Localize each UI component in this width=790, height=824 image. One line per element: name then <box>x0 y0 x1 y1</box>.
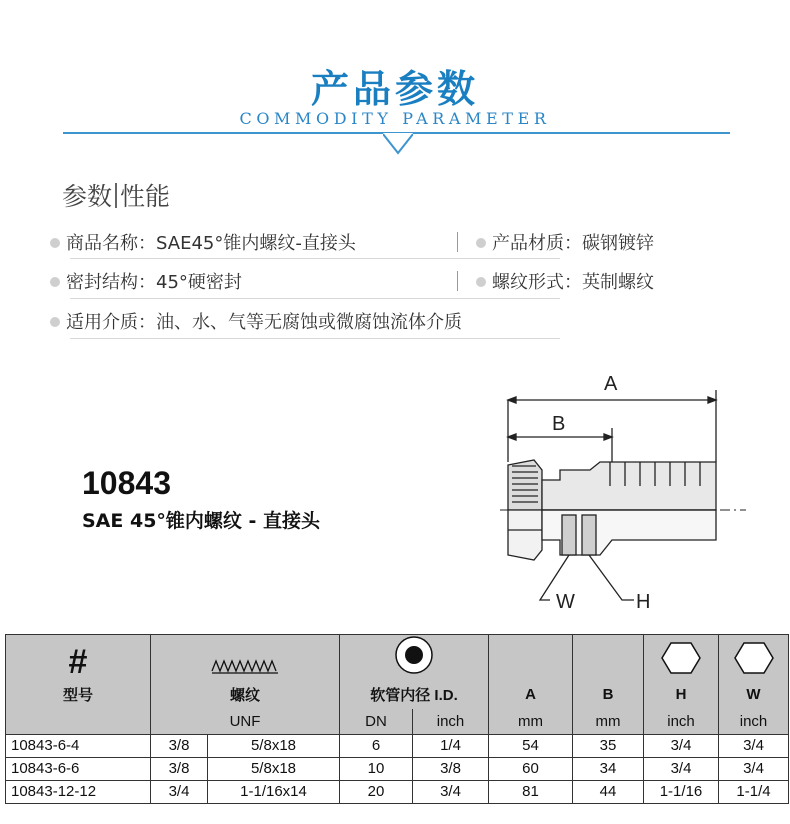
spec-product-name <box>50 229 356 255</box>
header-model: 型号 <box>6 679 151 709</box>
spec-material <box>476 229 654 255</box>
fitting-drawing <box>500 370 760 620</box>
cell-a: 54 <box>489 734 573 757</box>
cell-inch: 1/4 <box>413 734 489 757</box>
header-hose-icon-cell <box>340 635 489 680</box>
spec-table <box>5 634 789 804</box>
header-b-blank <box>573 635 644 680</box>
cell-b: 44 <box>573 780 644 803</box>
header-w: W <box>719 679 789 709</box>
page-subtitle: COMMODITY PARAMETER <box>239 109 551 128</box>
chevron-down-icon <box>383 133 413 155</box>
header-w-icon-cell <box>719 635 789 680</box>
table-row <box>6 780 789 803</box>
cell-b: 34 <box>573 757 644 780</box>
header-h-icon-cell <box>644 635 719 680</box>
cell-h: 3/4 <box>644 734 719 757</box>
spec-text: 适用介质：油、水、气等无腐蚀或微腐蚀流体介质 <box>66 312 462 333</box>
thread-icon <box>210 657 280 675</box>
cell-inch: 3/8 <box>413 757 489 780</box>
header-b: B <box>573 679 644 709</box>
spec-thread-form <box>476 268 654 294</box>
header-a-blank <box>489 635 573 680</box>
header-h-unit: inch <box>644 709 719 734</box>
cell-a: 60 <box>489 757 573 780</box>
cell-thread-unf: 5/8x18 <box>208 734 340 757</box>
header-h: H <box>644 679 719 709</box>
header-model-unit <box>6 709 151 734</box>
table-row <box>6 734 789 757</box>
header-hash: # <box>6 635 151 680</box>
title-divider <box>115 183 117 208</box>
row-divider <box>70 338 560 339</box>
header-thread-unit: UNF <box>151 709 340 734</box>
hexagon-icon <box>734 641 774 675</box>
section-title-right: 性能 <box>120 182 171 211</box>
cell-dn: 20 <box>340 780 413 803</box>
cell-thread-unf: 5/8x18 <box>208 757 340 780</box>
header-dn: DN <box>340 709 413 734</box>
hose-bore-icon <box>394 635 434 675</box>
header-hose-id: 软管内径 I.D. <box>340 679 489 709</box>
cell-b: 35 <box>573 734 644 757</box>
section-title-left: 参数 <box>62 182 113 211</box>
spec-text: 商品名称：SAE45°锥内螺纹-直接头 <box>66 233 356 254</box>
header-a: A <box>489 679 573 709</box>
header-thread: 螺纹 <box>151 679 340 709</box>
cell-thread-size: 3/8 <box>151 734 208 757</box>
page-title: 产品参数 <box>310 67 479 111</box>
bullet-icon <box>50 317 60 327</box>
spec-text: 密封结构：45°硬密封 <box>66 272 242 293</box>
cell-dn: 6 <box>340 734 413 757</box>
section-title <box>62 177 170 213</box>
cell-a: 81 <box>489 780 573 803</box>
cell-thread-size: 3/8 <box>151 757 208 780</box>
table-header-labels <box>6 679 789 709</box>
cell-dn: 10 <box>340 757 413 780</box>
spec-seal <box>50 268 242 294</box>
column-divider <box>457 271 458 291</box>
spec-medium <box>50 308 462 334</box>
spec-text: 螺纹形式：英制螺纹 <box>492 272 654 293</box>
product-code: 10843 <box>82 465 171 501</box>
cell-w: 3/4 <box>719 757 789 780</box>
row-divider <box>70 258 560 259</box>
dim-label-w: W <box>556 591 575 613</box>
product-name: SAE 45°锥内螺纹 - 直接头 <box>82 510 321 532</box>
spec-text: 产品材质：碳钢镀锌 <box>492 233 654 254</box>
hexagon-icon <box>661 641 701 675</box>
cell-h: 1-1/16 <box>644 780 719 803</box>
cell-model: 10843-6-4 <box>6 734 151 757</box>
cell-inch: 3/4 <box>413 780 489 803</box>
header-a-unit: mm <box>489 709 573 734</box>
cell-model: 10843-12-12 <box>6 780 151 803</box>
header-w-unit: inch <box>719 709 789 734</box>
column-divider <box>457 232 458 252</box>
table-header-icons <box>6 635 789 680</box>
cell-thread-size: 3/4 <box>151 780 208 803</box>
cell-w: 1-1/4 <box>719 780 789 803</box>
header-thread-icon-cell <box>151 635 340 680</box>
dim-label-a: A <box>604 373 618 395</box>
dim-label-b: B <box>552 413 566 435</box>
cell-h: 3/4 <box>644 757 719 780</box>
bullet-icon <box>476 277 486 287</box>
bullet-icon <box>476 238 486 248</box>
dim-label-h: H <box>636 591 651 613</box>
row-divider <box>70 298 560 299</box>
cell-thread-unf: 1-1/16x14 <box>208 780 340 803</box>
header-b-unit: mm <box>573 709 644 734</box>
bullet-icon <box>50 277 60 287</box>
cell-w: 3/4 <box>719 734 789 757</box>
table-row <box>6 757 789 780</box>
header-inch: inch <box>413 709 489 734</box>
bullet-icon <box>50 238 60 248</box>
cell-model: 10843-6-6 <box>6 757 151 780</box>
table-header-units <box>6 709 789 734</box>
